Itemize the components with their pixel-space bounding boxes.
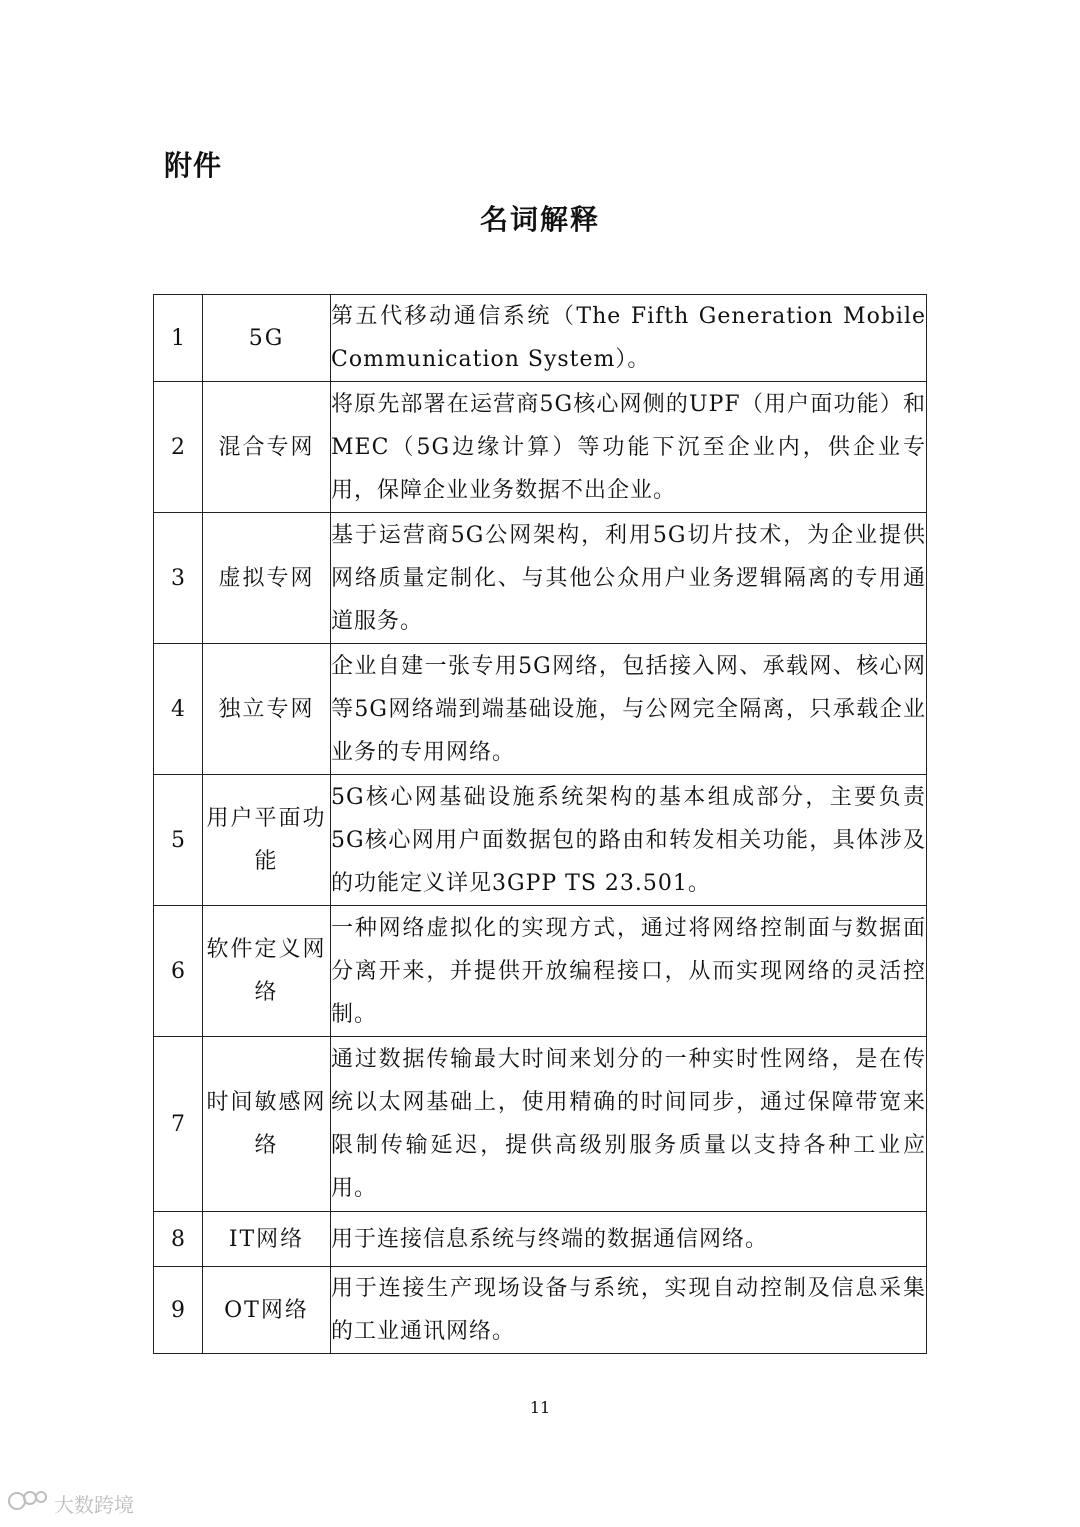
row-definition: 一种网络虚拟化的实现方式，通过将网络控制面与数据面分离开来，并提供开放编程接口，从而实现网络的灵活控制。 [331,906,927,1037]
table-row [154,1037,927,1212]
glossary-table [153,294,927,1354]
row-definition: 将原先部署在运营商5G核心网侧的UPF（用户面功能）和MEC（5G边缘计算）等功能下沉至企业内，供企业专用，保障企业业务数据不出企业。 [331,382,927,513]
row-number: 9 [154,1267,203,1354]
table-row [154,1267,927,1354]
logo-icon [8,1488,48,1519]
row-term: 混合专网 [203,382,331,513]
row-definition: 通过数据传输最大时间来划分的一种实时性网络，是在传统以太网基础上，使用精确的时间同步，通过保障带宽来限制传输延迟，提供高级别服务质量以支持各种工业应用。 [331,1037,927,1212]
row-number: 3 [154,513,203,644]
table-row [154,775,927,906]
row-definition: 5G核心网基础设施系统架构的基本组成部分，主要负责5G核心网用户面数据包的路由和转发相关功能，具体涉及的功能定义详见3GPP TS 23.501。 [331,775,927,906]
table-row [154,513,927,644]
row-number: 1 [154,295,203,382]
table-row [154,382,927,513]
row-definition: 用于连接信息系统与终端的数据通信网络。 [331,1212,927,1267]
row-definition: 第五代移动通信系统（The Fifth Generation Mobile Communication System）。 [331,295,927,382]
row-term: 软件定义网络 [203,906,331,1037]
watermark [8,1488,134,1518]
row-term: 虚拟专网 [203,513,331,644]
row-term: 5G [203,295,331,382]
row-term: OT网络 [203,1267,331,1354]
row-number: 7 [154,1037,203,1212]
row-definition: 用于连接生产现场设备与系统，实现自动控制及信息采集的工业通讯网络。 [331,1267,927,1354]
row-number: 5 [154,775,203,906]
row-number: 4 [154,644,203,775]
row-number: 2 [154,382,203,513]
annex-label: 附件 [164,149,223,182]
row-definition: 基于运营商5G公网架构，利用5G切片技术，为企业提供网络质量定制化、与其他公众用户业务逻辑隔离的专用通道服务。 [331,513,927,644]
row-term: 时间敏感网络 [203,1037,331,1212]
row-term: 用户平面功能 [203,775,331,906]
row-definition: 企业自建一张专用5G网络，包括接入网、承载网、核心网等5G网络端到端基础设施，与公网完全隔离，只承载企业业务的专用网络。 [331,644,927,775]
page-number: 11 [529,1398,551,1417]
row-number: 8 [154,1212,203,1267]
table-row [154,906,927,1037]
page-title: 名词解释 [479,203,600,236]
table-row [154,295,927,382]
table-row [154,1212,927,1267]
row-term: IT网络 [203,1212,331,1267]
row-term: 独立专网 [203,644,331,775]
table-row [154,644,927,775]
row-number: 6 [154,906,203,1037]
watermark-text: 大数跨境 [54,1492,134,1517]
